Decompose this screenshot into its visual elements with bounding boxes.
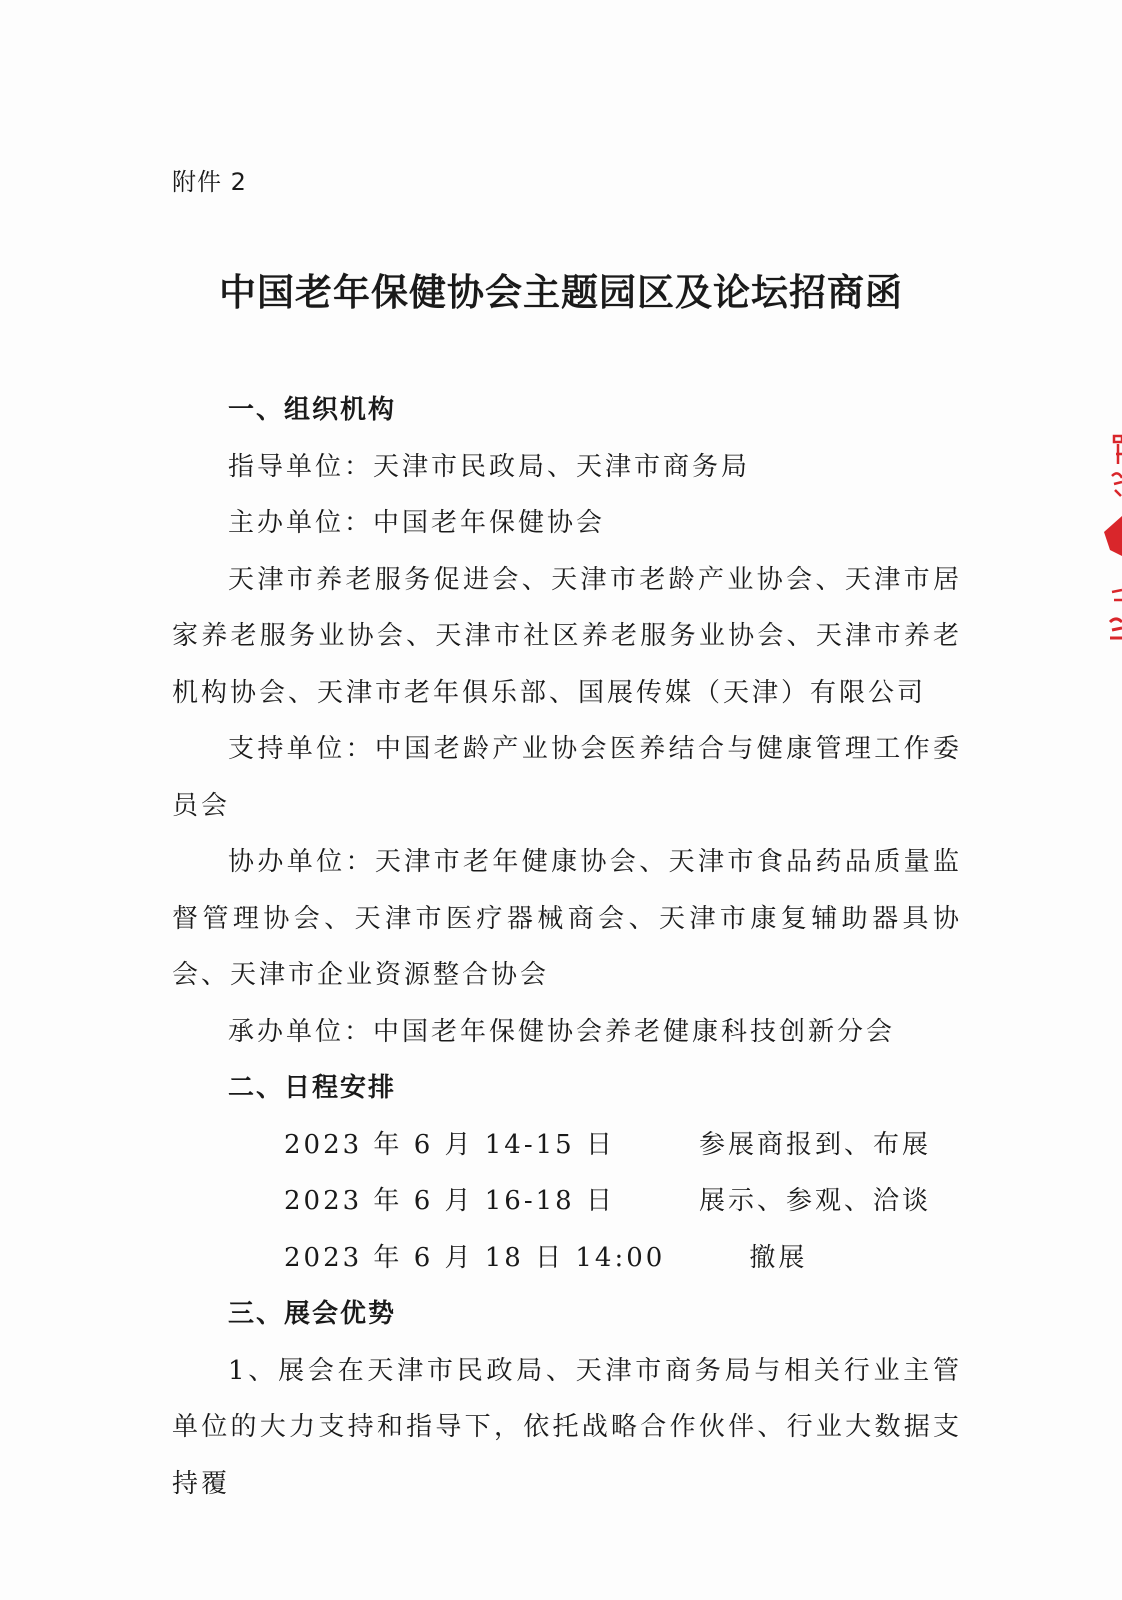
support-unit: 支持单位：中国老龄产业协会医养结合与健康管理工作委员会 — [172, 734, 962, 821]
schedule-date: 2023 年 6 月 18 日 14:00 — [284, 1242, 666, 1273]
cohost-units: 天津市养老服务促进会、天津市老龄产业协会、天津市居家养老服务业协会、天津市社区养老服务业协会、天津市养老机构协会、天津市老年俱乐部、国展传媒（天津）有限公司 — [172, 564, 962, 708]
schedule-date: 2023 年 6 月 16-18 日 — [284, 1186, 615, 1216]
schedule-desc: 展示、参观、洽谈 — [699, 1186, 932, 1216]
schedule-item — [172, 1117, 962, 1174]
host-unit: 主办单位：中国老年保健协会 — [228, 508, 606, 538]
section-heading-organization: 一、组织机构 — [228, 395, 397, 425]
guide-unit: 指导单位：天津市民政局、天津市商务局 — [228, 451, 751, 482]
official-seal-stamp — [1096, 432, 1122, 650]
schedule-date: 2023 年 6 月 14-15 日 — [284, 1129, 615, 1160]
section-heading-schedule: 二、日程安排 — [228, 1073, 397, 1103]
schedule-desc: 撤展 — [749, 1242, 808, 1273]
section-heading-advantages: 三、展会优势 — [228, 1299, 397, 1329]
assist-units: 协办单位：天津市老年健康协会、天津市食品药品质量监督管理协会、天津市医疗器械商会、天津市康复辅助器具协会、天津市企业资源整合协会 — [172, 847, 962, 990]
schedule-item — [172, 1173, 962, 1230]
attachment-label: 附件 2 — [172, 168, 247, 196]
organizer-unit: 承办单位：中国老年保健协会养老健康科技创新分会 — [228, 1016, 896, 1047]
schedule-item — [172, 1230, 962, 1287]
schedule-desc: 参展商报到、布展 — [699, 1129, 932, 1160]
advantage-point-1: 1、展会在天津市民政局、天津市商务局与相关行业主管单位的大力支持和指导下，依托战略合作伙伴、行业大数据支持覆 — [172, 1355, 962, 1499]
document-title: 中国老年保健协会主题园区及论坛招商函 — [219, 271, 903, 314]
document-body — [172, 382, 962, 1512]
